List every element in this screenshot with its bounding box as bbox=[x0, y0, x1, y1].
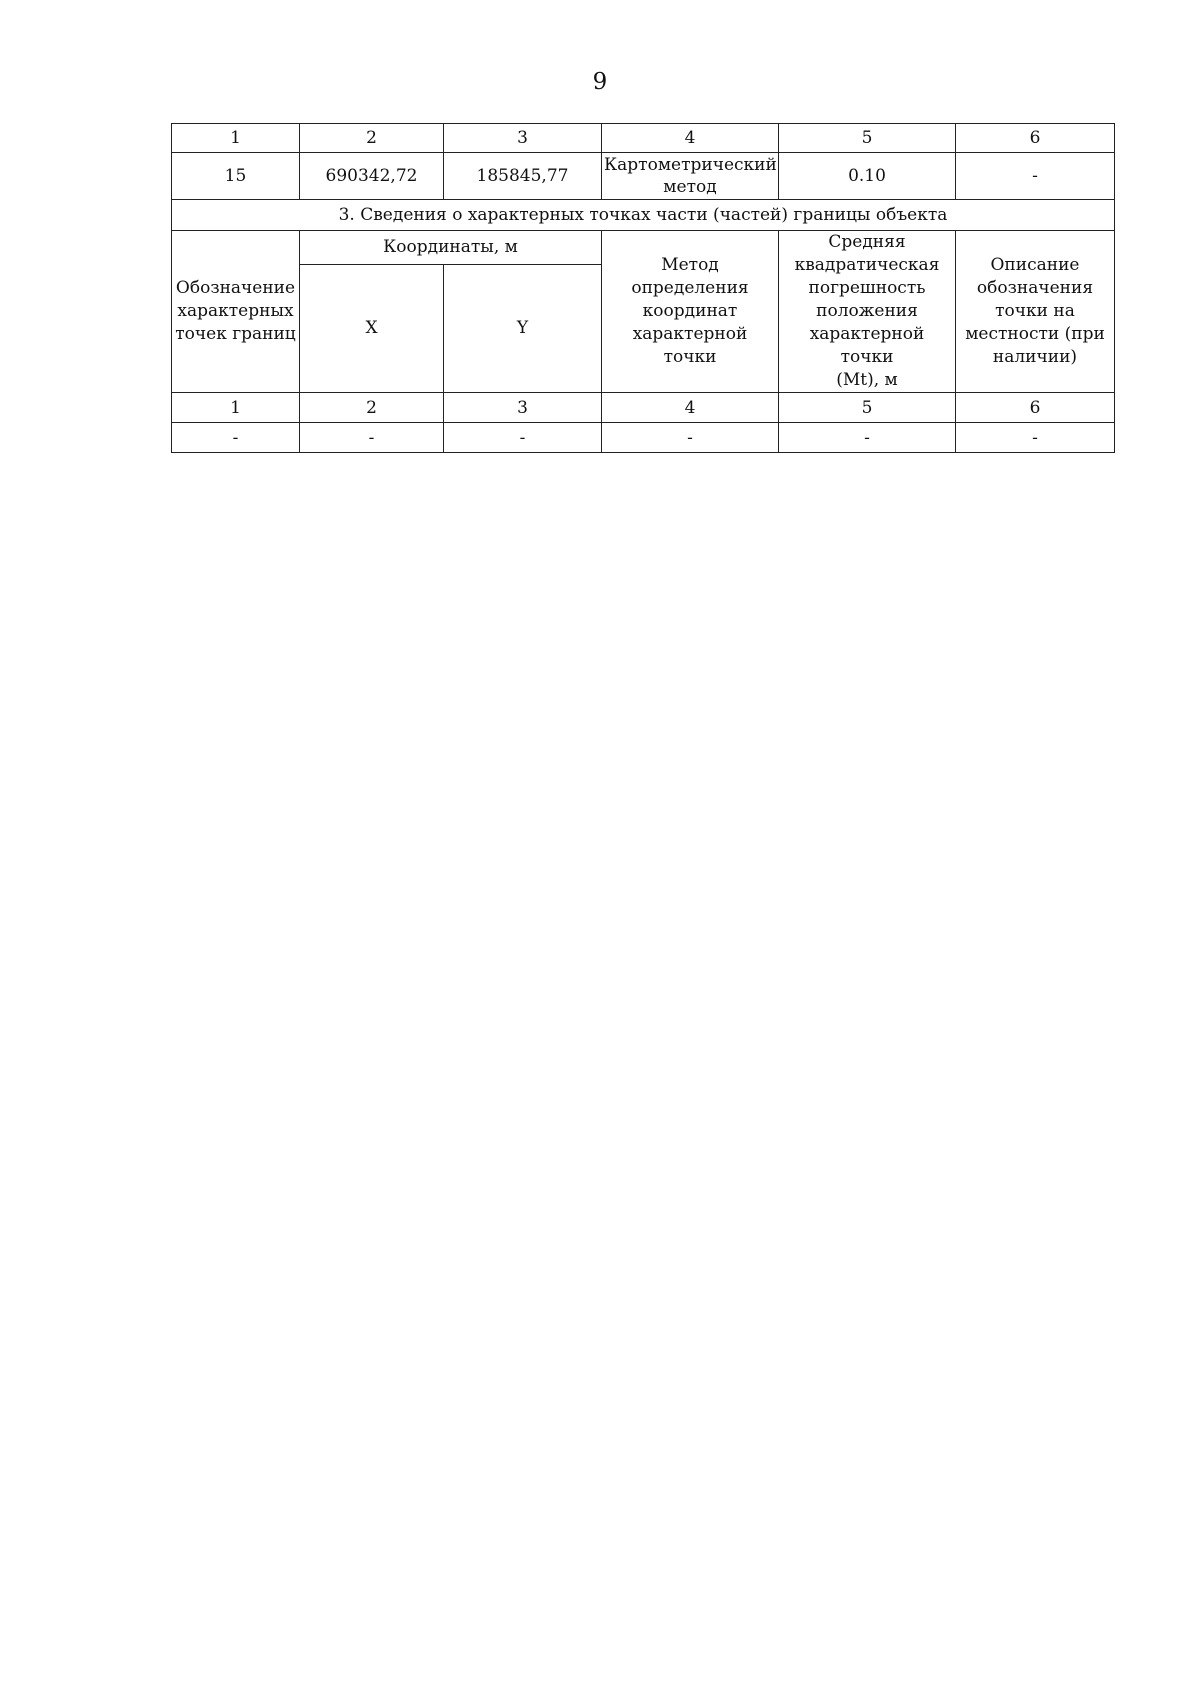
column-number: 6 bbox=[956, 124, 1115, 153]
column-number-row bbox=[172, 393, 1115, 423]
method-cell bbox=[602, 153, 779, 200]
header-method bbox=[602, 231, 779, 393]
header-row bbox=[172, 231, 1115, 265]
header-line: Описание bbox=[990, 255, 1080, 275]
header-line: Средняя bbox=[828, 232, 906, 252]
table-cell: - bbox=[956, 423, 1115, 453]
table-cell: - bbox=[444, 423, 602, 453]
header-x: X bbox=[300, 264, 444, 392]
header-line: характерной точки bbox=[809, 324, 925, 367]
header-line: наличии) bbox=[992, 347, 1078, 367]
header-line: Метод bbox=[661, 255, 719, 275]
section-title-row bbox=[172, 200, 1115, 231]
y-coordinate-cell: 185845,77 bbox=[444, 153, 602, 200]
page-number: 9 bbox=[592, 69, 608, 95]
method-line: Картометрический bbox=[604, 155, 777, 175]
column-number: 3 bbox=[444, 393, 602, 423]
table-cell: - bbox=[779, 423, 956, 453]
header-line: координат bbox=[642, 301, 738, 321]
column-number: 1 bbox=[172, 393, 300, 423]
header-y: Y bbox=[444, 264, 602, 392]
header-line: обозначения bbox=[976, 278, 1094, 298]
header-line: точки bbox=[663, 347, 717, 367]
header-line: точек границ bbox=[175, 324, 296, 344]
column-number: 6 bbox=[956, 393, 1115, 423]
header-line: определения bbox=[631, 278, 749, 298]
method-line: метод bbox=[663, 177, 717, 197]
column-number-row bbox=[172, 124, 1115, 153]
table-row bbox=[172, 423, 1115, 453]
header-line: точки на bbox=[995, 301, 1075, 321]
header-line: характерных bbox=[177, 301, 294, 321]
table-cell: - bbox=[300, 423, 444, 453]
column-number: 3 bbox=[444, 124, 602, 153]
header-error bbox=[779, 231, 956, 393]
header-point-designation bbox=[172, 231, 300, 393]
header-coordinates: Координаты, м bbox=[300, 231, 602, 265]
header-line: характерной bbox=[632, 324, 748, 344]
column-number: 2 bbox=[300, 393, 444, 423]
error-cell: 0.10 bbox=[779, 153, 956, 200]
point-designation-cell: 15 bbox=[172, 153, 300, 200]
description-cell: - bbox=[956, 153, 1115, 200]
header-line: положения bbox=[816, 301, 918, 321]
table-cell: - bbox=[602, 423, 779, 453]
table-row bbox=[172, 153, 1115, 200]
column-number: 1 bbox=[172, 124, 300, 153]
header-description bbox=[956, 231, 1115, 393]
header-line: квадратическая bbox=[794, 255, 940, 275]
header-line: (Mt), м bbox=[836, 370, 898, 390]
column-number: 5 bbox=[779, 393, 956, 423]
header-line: погрешность bbox=[808, 278, 926, 298]
column-number: 2 bbox=[300, 124, 444, 153]
column-number: 5 bbox=[779, 124, 956, 153]
section-title: 3. Сведения о характерных точках части (частей) границы объекта bbox=[172, 200, 1115, 231]
table-cell: - bbox=[172, 423, 300, 453]
characteristic-points-table bbox=[171, 123, 1115, 453]
header-line: местности (при bbox=[965, 324, 1105, 344]
header-line: Обозначение bbox=[175, 278, 296, 298]
column-number: 4 bbox=[602, 124, 779, 153]
x-coordinate-cell: 690342,72 bbox=[300, 153, 444, 200]
column-number: 4 bbox=[602, 393, 779, 423]
